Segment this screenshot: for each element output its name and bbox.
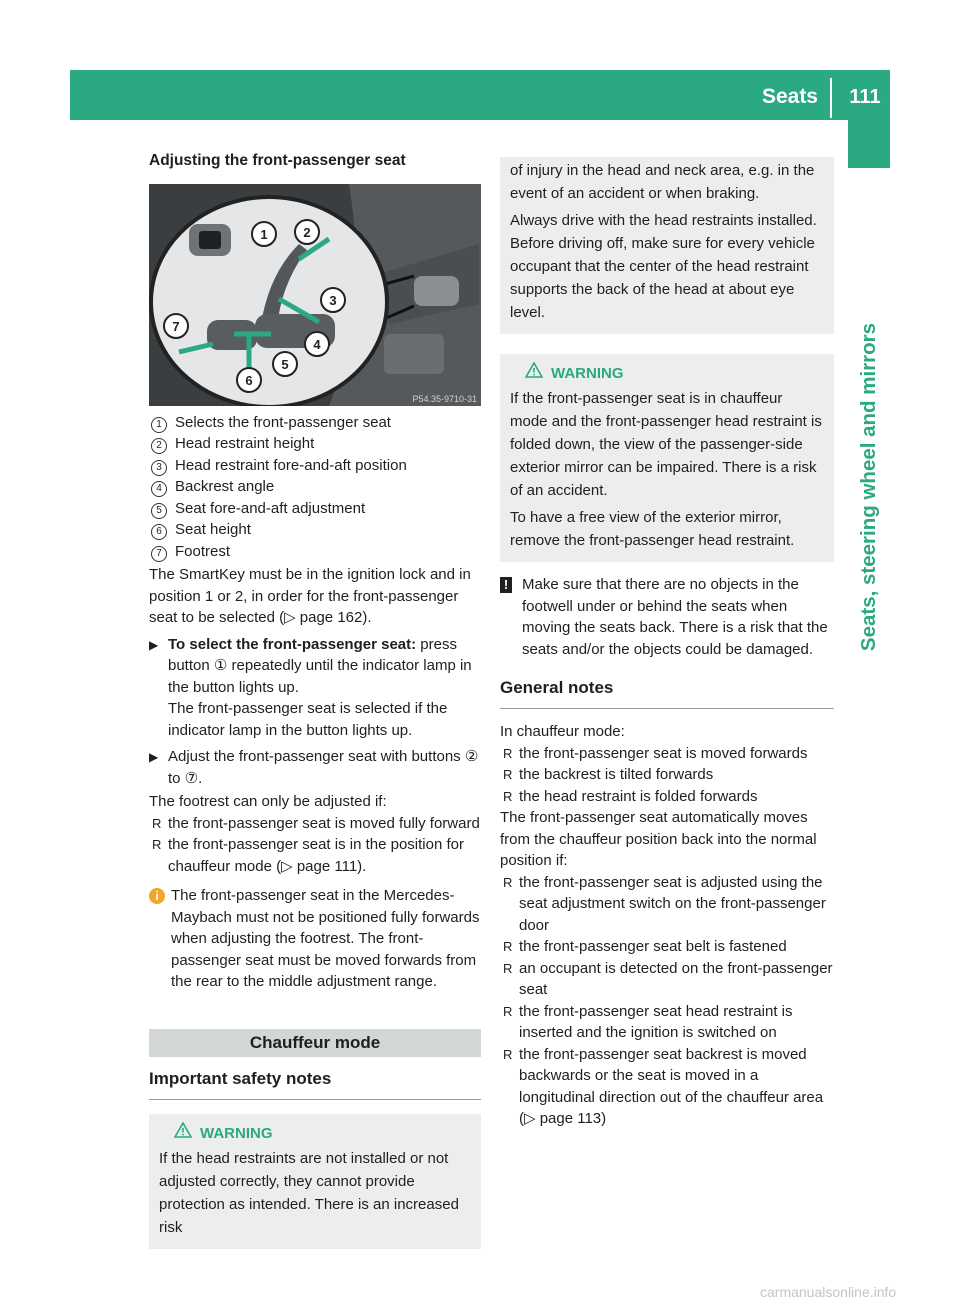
warning-label: WARNING [200, 1124, 273, 1142]
list-item [500, 786, 834, 808]
list-item [149, 813, 481, 835]
header-section-title: Seats [761, 85, 818, 108]
legend-text: Footrest [175, 542, 231, 560]
bullet-icon: R [503, 874, 513, 890]
notice-text: Make sure that there are no objects in the footwell under or behind the seats when moving the seats back. There is a risk that the seats and/or the objects could be damaged. [522, 576, 828, 658]
list-item-text: the backrest is tilted forwards [519, 766, 714, 783]
legend-item [149, 433, 481, 455]
list-item-text: the front-passenger seat is in the position for chauffeur mode (▷ page 111). [168, 836, 465, 875]
legend-number: 2 [151, 438, 167, 454]
list-item [500, 1044, 834, 1130]
bullet-icon: R [503, 767, 513, 782]
figure-legend [149, 412, 481, 563]
warning-triangle-icon [174, 1122, 194, 1145]
legend-number: 1 [151, 417, 167, 433]
legend-text: Head restraint fore-and-aft position [175, 456, 407, 474]
list-item [500, 936, 834, 958]
instruction-bold: To select the front-passenger seat: [168, 635, 417, 653]
bullet-icon: R [503, 745, 513, 761]
svg-text:1: 1 [260, 226, 268, 242]
page-number: 111 [849, 86, 881, 108]
legend-item [149, 541, 481, 563]
list-item-text: the front-passenger seat belt is fastened [519, 938, 787, 955]
legend-number: 6 [151, 524, 167, 540]
warning-text: If the front-passenger seat is in chauffeur mode and the front-passenger head restraint is folded down, the view of the passenger-side exterior mirror can be impaired. There is a risk of an accident. [510, 390, 822, 499]
svg-text:4: 4 [313, 336, 321, 352]
chauffeur-intro: In chauffeur mode: [500, 723, 625, 740]
list-item [500, 764, 834, 786]
side-tab-marker [848, 120, 890, 168]
warning-box-continued [500, 157, 834, 334]
section-bar: Chauffeur mode [149, 1029, 481, 1057]
legend-item [149, 498, 481, 520]
instruction-text: press button ① repeatedly until the indicator lamp in the button lights up. [168, 635, 472, 696]
bullet-icon: R [503, 1003, 513, 1019]
list-item-text: the head restraint is folded forwards [519, 787, 758, 805]
legend-text: Head restraint height [175, 435, 315, 452]
list-item-text: an occupant is detected on the front-passenger seat [519, 959, 833, 998]
bullet-icon: R [503, 788, 513, 804]
section-heading: Important safety notes [149, 1067, 481, 1100]
legend-text: Selects the front-passenger seat [175, 413, 391, 431]
footrest-intro: The footrest can only be adjusted if: [149, 793, 387, 810]
list-item-text: the front-passenger seat is moved fully forward [168, 814, 480, 832]
legend-text: Backrest angle [175, 478, 275, 495]
warning-box [149, 1114, 481, 1249]
auto-return-intro: The front-passenger seat automatically moves from the chauffeur position back into the normal position if: [500, 809, 817, 869]
warning-text: Always drive with the head restraints installed. Before driving off, make sure for every vehicle occupant that the center of the head restraint supports the back of the head at about eye level. [510, 212, 817, 321]
list-item [500, 958, 834, 1001]
subsection-heading: Adjusting the front-passenger seat [149, 152, 406, 169]
instruction-step [149, 746, 481, 789]
info-text: The front-passenger seat in the Mercedes-Maybach must not be positioned fully forwards when adjusting the footrest. The front-passenger seat must be moved forwards from the rear to the middle adjustment range. [171, 887, 480, 990]
legend-number: 4 [151, 481, 167, 497]
bullet-icon: R [152, 837, 162, 852]
svg-text:3: 3 [329, 292, 337, 308]
svg-text:7: 7 [172, 318, 180, 334]
svg-text:5: 5 [281, 356, 289, 372]
watermark: carmanualsonline.info [760, 1284, 897, 1300]
warning-title [510, 362, 824, 385]
list-item-text: the front-passenger seat head restraint is inserted and the ignition is switched on [519, 1002, 793, 1041]
warning-label: WARNING [551, 365, 624, 382]
page-header [690, 76, 890, 116]
warning-text: If the head restraints are not installed or not adjusted correctly, they cannot provide protection as intended. There is an increased risk [159, 1149, 459, 1236]
section-heading: General notes [500, 676, 834, 709]
list-item [149, 834, 481, 877]
list-item [500, 743, 834, 765]
header-divider [830, 78, 832, 118]
legend-item [149, 519, 481, 541]
legend-number: 5 [151, 503, 167, 519]
smartkey-paragraph: The SmartKey must be in the ignition lock and in position 1 or 2, in order for the front-passenger seat to be selected (▷ page 162). [149, 566, 471, 626]
info-note [149, 885, 481, 993]
list-item [500, 1001, 834, 1044]
bullet-icon: R [503, 1046, 513, 1062]
info-icon: i [149, 888, 165, 904]
seat-control-figure [149, 184, 481, 406]
notice-note [500, 574, 834, 660]
warning-box [500, 354, 834, 562]
warning-text: of injury in the head and neck area, e.g. in the event of an accident or when braking. [510, 162, 815, 202]
list-item [500, 872, 834, 937]
figure-code: P54.35-9710-31 [412, 393, 477, 404]
arrow-triangle-icon: ▶ [149, 750, 159, 764]
instruction-result: The front-passenger seat is selected if the indicator lamp in the button lights up. [168, 700, 448, 739]
bullet-icon: R [503, 960, 513, 976]
legend-text: Seat fore-and-aft adjustment [175, 499, 366, 517]
instruction-step [149, 634, 481, 742]
right-column [500, 157, 834, 1130]
legend-item [149, 455, 481, 477]
list-item-text: the front-passenger seat is adjusted using the seat adjustment switch on the front-passenger door [519, 873, 826, 934]
bullet-icon: R [503, 939, 513, 954]
warning-title [159, 1122, 471, 1145]
warning-triangle-icon [525, 362, 545, 385]
left-column [149, 150, 481, 1249]
instruction-text: Adjust the front-passenger seat with buttons ② to ⑦. [168, 748, 479, 787]
side-chapter-label: Seats, steering wheel and mirrors [857, 322, 880, 652]
exclamation-icon: ! [500, 577, 512, 593]
legend-number: 3 [151, 460, 167, 476]
legend-text: Seat height [175, 521, 251, 538]
svg-text:2: 2 [303, 224, 311, 240]
seat-control-illustration [149, 184, 481, 406]
legend-number: 7 [151, 546, 167, 562]
list-item-text: the front-passenger seat backrest is moved backwards or the seat is moved in a longitudinal direction out of the chauffeur area (▷ page 113) [519, 1045, 824, 1127]
list-item-text: the front-passenger seat is moved forwards [519, 744, 808, 762]
arrow-triangle-icon: ▶ [149, 637, 159, 652]
warning-text: To have a free view of the exterior mirror, remove the front-passenger head restraint. [510, 509, 795, 549]
svg-text:6: 6 [245, 372, 253, 388]
legend-item [149, 476, 481, 498]
bullet-icon: R [152, 815, 162, 831]
legend-item [149, 412, 481, 434]
